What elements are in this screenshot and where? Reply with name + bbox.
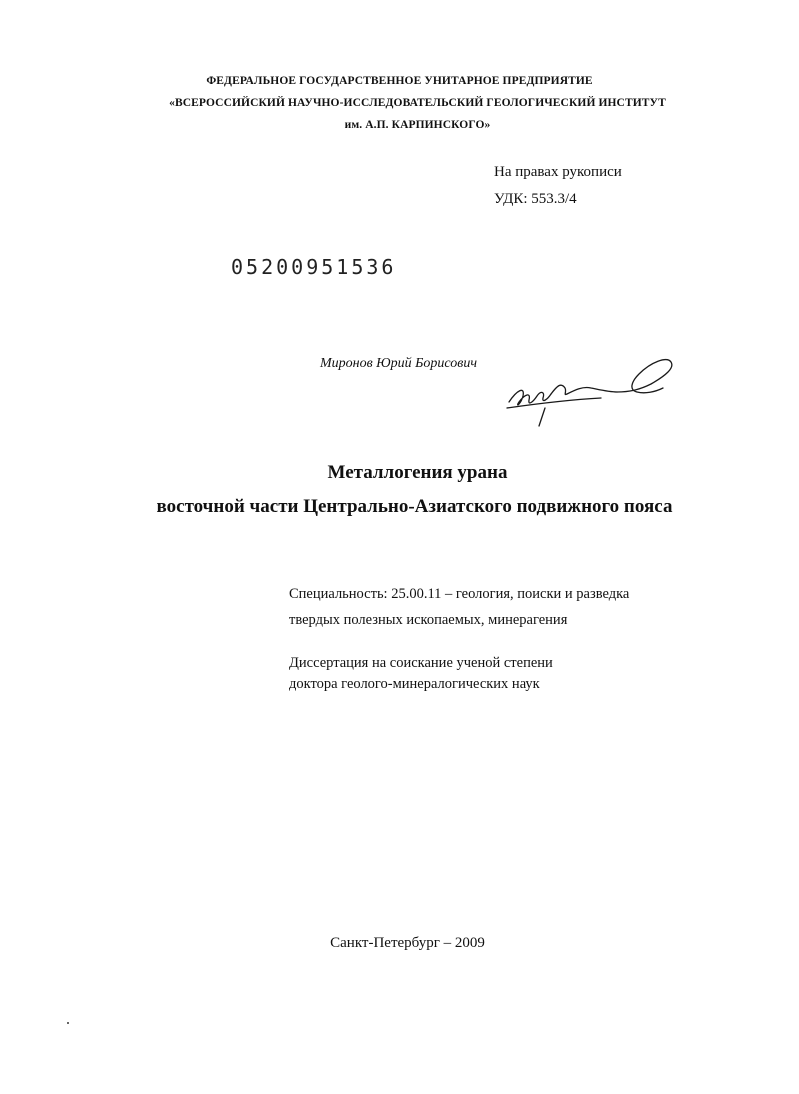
organization-line-3: им. А.П. КАРПИНСКОГО»: [344, 119, 491, 131]
organization-line-2: «ВСЕРОССИЙСКИЙ НАУЧНО-ИССЛЕДОВАТЕЛЬСКИЙ ГЕОЛОГИЧЕСКИЙ ИНСТИТУТ: [169, 97, 666, 109]
degree-line-1: Диссертация на соискание ученой степени: [289, 655, 553, 671]
specialty-line-2: твердых полезных ископаемых, минерагения: [289, 612, 568, 628]
handwritten-signature: [505, 356, 680, 431]
manuscript-rights: На правах рукописи: [494, 164, 622, 180]
library-code: 05200951536: [231, 255, 397, 279]
city-year: Санкт-Петербург – 2009: [330, 935, 485, 951]
author-name: Миронов Юрий Борисович: [320, 356, 478, 371]
specialty-line-1: Специальность: 25.00.11 – геология, поиски и разведка: [289, 586, 630, 602]
dissertation-title-line-2: восточной части Центрально-Азиатского подвижного пояса: [156, 496, 673, 517]
degree-line-2: доктора геолого-минералогических наук: [289, 676, 540, 692]
dissertation-title-line-1: Металлогения урана: [327, 462, 508, 483]
udc-code: УДК: 553.3/4: [494, 191, 577, 207]
scan-speck: [67, 1022, 69, 1024]
organization-line-1: ФЕДЕРАЛЬНОЕ ГОСУДАРСТВЕННОЕ УНИТАРНОЕ ПРЕДПРИЯТИЕ: [206, 75, 593, 87]
